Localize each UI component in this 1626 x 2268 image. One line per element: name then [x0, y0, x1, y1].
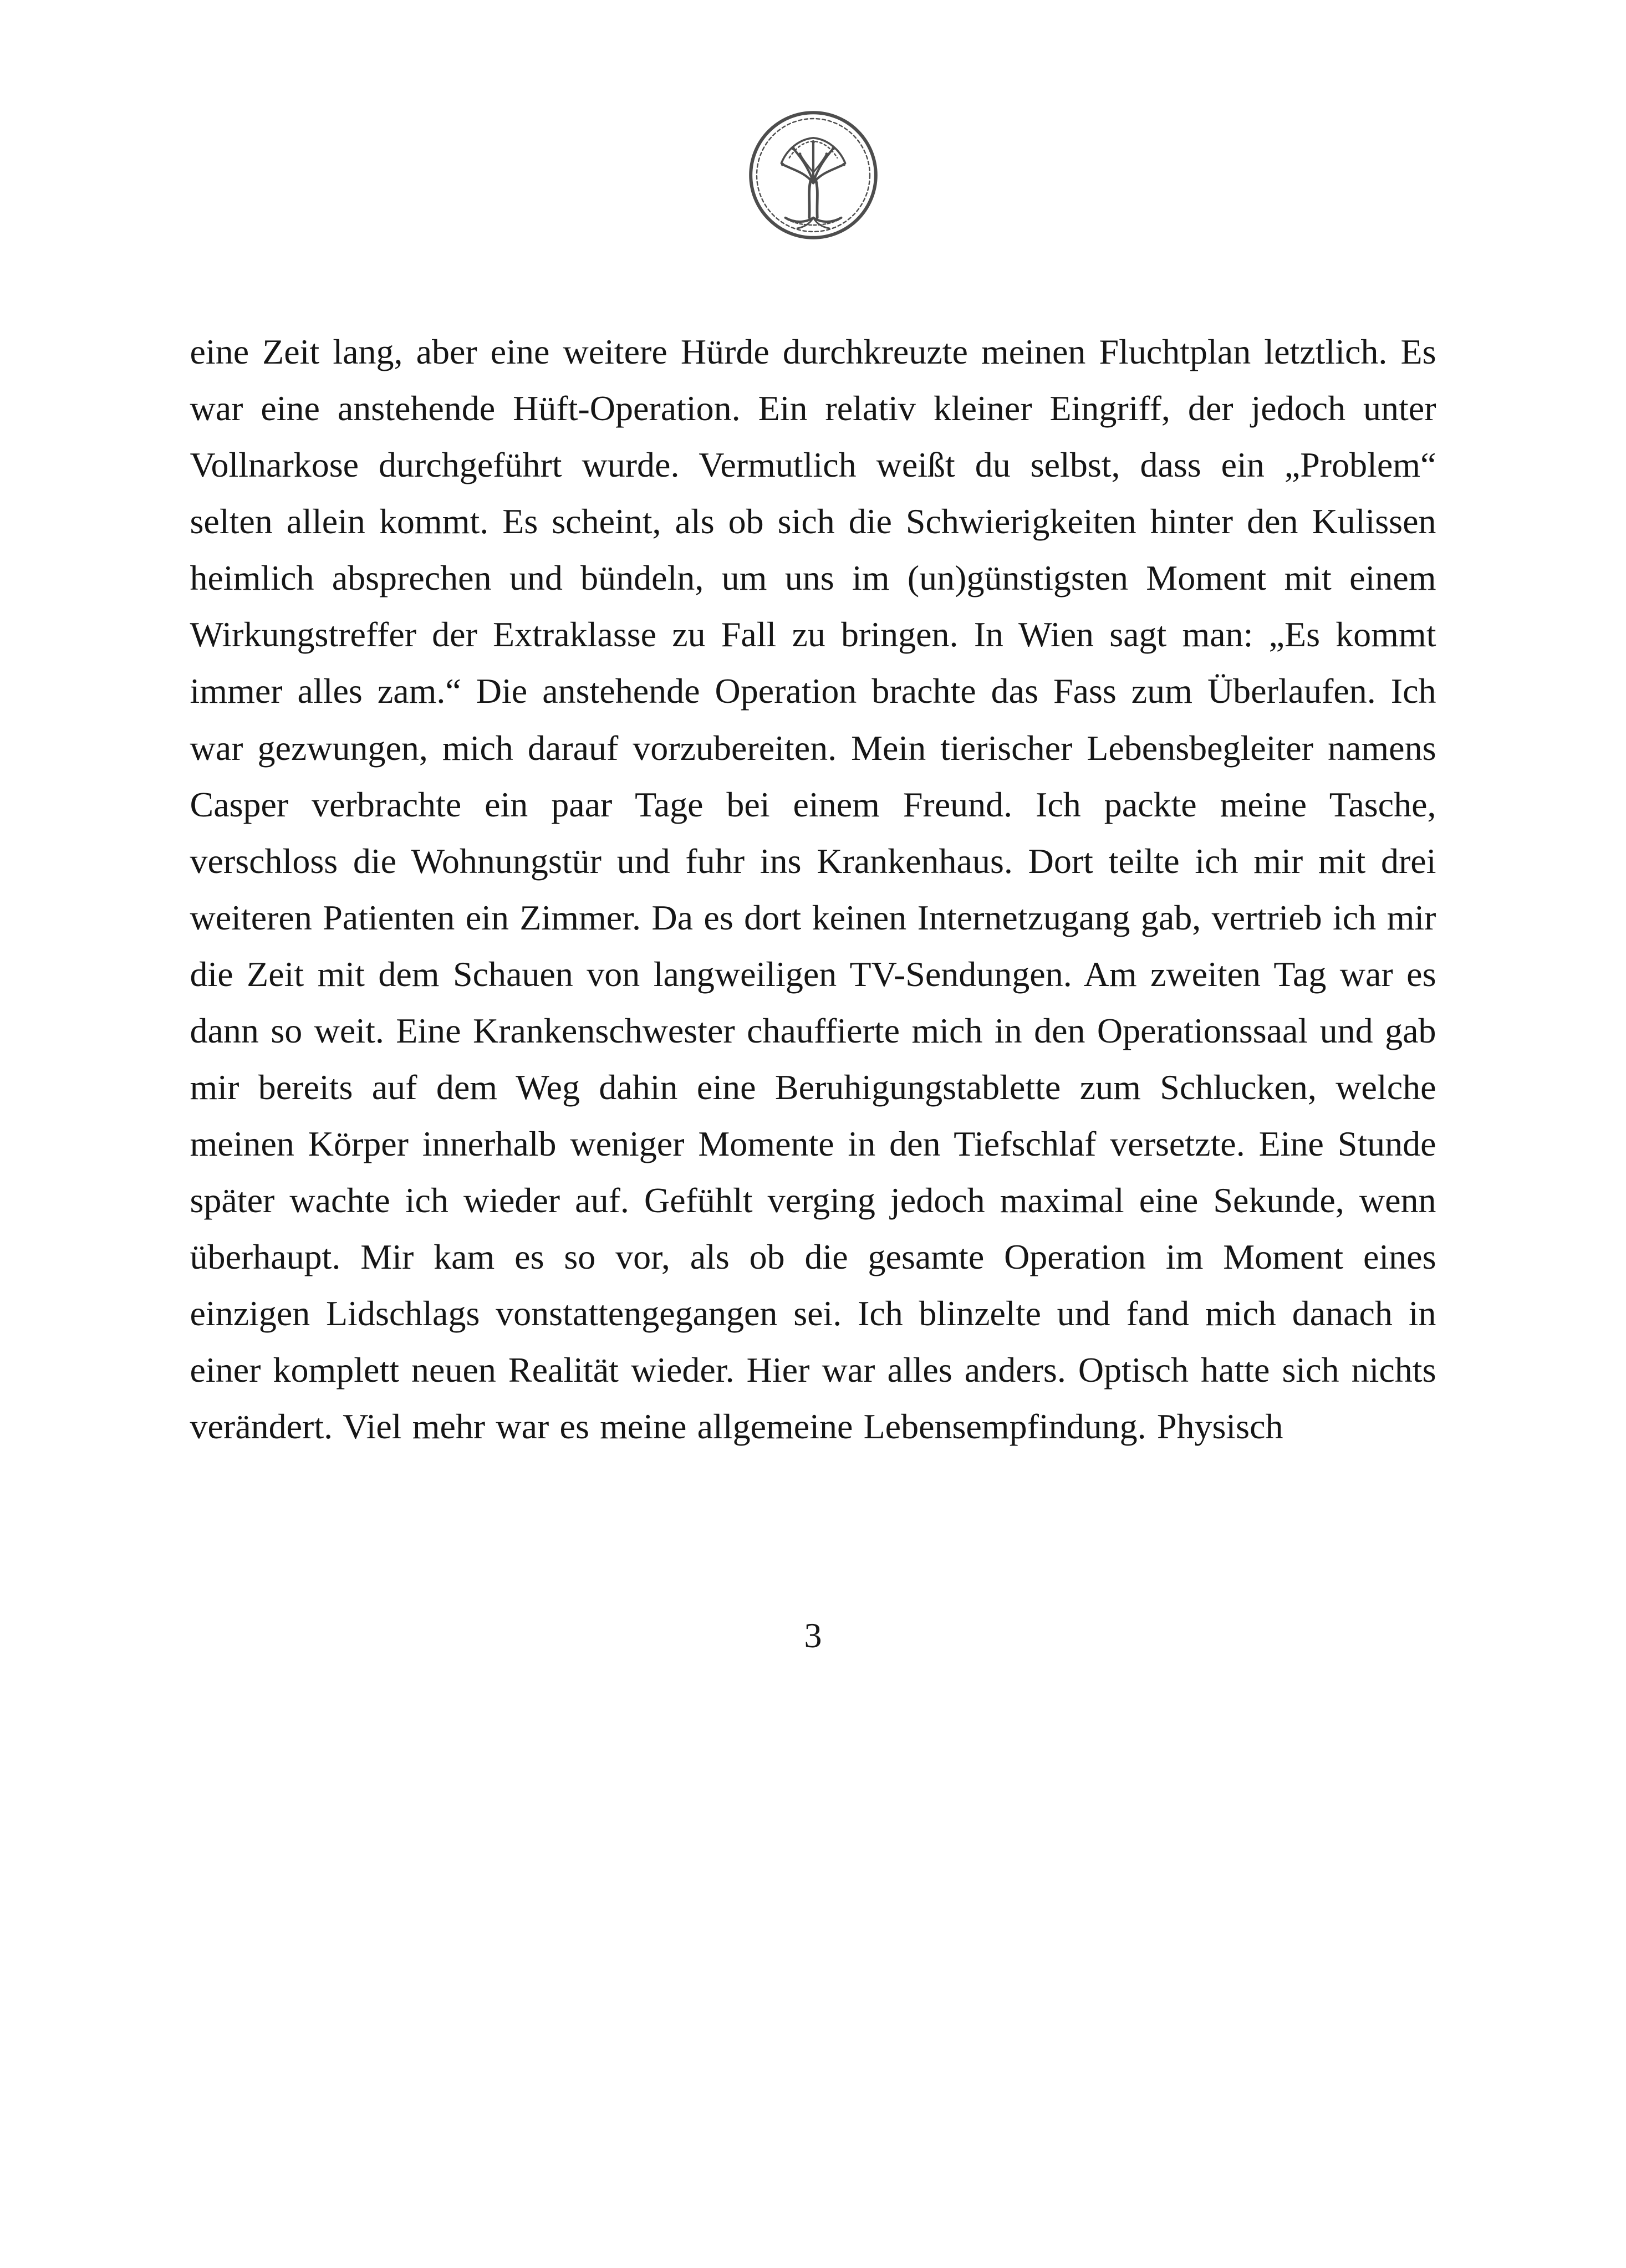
logo-container: [0, 0, 1626, 242]
tree-of-life-icon: [747, 109, 880, 242]
body-text-block: [190, 324, 1436, 1455]
page-number: 3: [804, 1615, 822, 1655]
body-paragraph: eine Zeit lang, aber eine weitere Hürde durchkreuzte meinen Fluchtplan letztlich. Es war eine anstehende Hüft-Operation. Ein relativ kleiner Eingriff, der jedoch unter Vollnarkose durchgeführt wurde. Vermutlich weißt du selbst, dass ein „Problem“ selten allein kommt. Es scheint, als ob sich die Schwierigkeiten hinter den Kulissen heimlich absprechen und bündeln, um uns im (un)günstigsten Moment mit einem Wirkungstreffer der Extraklasse zu Fall zu bringen. In Wien sagt man: „Es kommt immer alles zam.“ Die anstehende Operation brachte das Fass zum Überlaufen. Ich war gezwungen, mich darauf vorzubereiten. Mein tierischer Lebensbegleiter namens Casper verbrachte ein paar Tage bei einem Freund. Ich packte meine Tasche, verschloss die Wohnungstür und fuhr ins Krankenhaus. Dort teilte ich mir mit drei weiteren Patienten ein Zimmer. Da es dort keinen Internetzugang gab, vertrieb ich mir die Zeit mit dem Schauen von langweiligen TV-Sendungen. Am zweiten Tag war es dann so weit. Eine Krankenschwester chauffierte mich in den Operationssaal und gab mir bereits auf dem Weg dahin eine Beruhigungstablette zum Schlucken, welche meinen Körper innerhalb weniger Momente in den Tiefschlaf versetzte. Eine Stunde später wachte ich wieder auf. Gefühlt verging jedoch maximal eine Sekunde, wenn überhaupt. Mir kam es so vor, als ob die gesamte Operation im Moment eines einzigen Lidschlags vonstattengegangen sei. Ich blinzelte und fand mich danach in einer komplett neuen Realität wieder. Hier war alles anders. Optisch hatte sich nichts verändert. Viel mehr war es meine allgemeine Lebensempfindung. Physisch: [190, 332, 1436, 1447]
